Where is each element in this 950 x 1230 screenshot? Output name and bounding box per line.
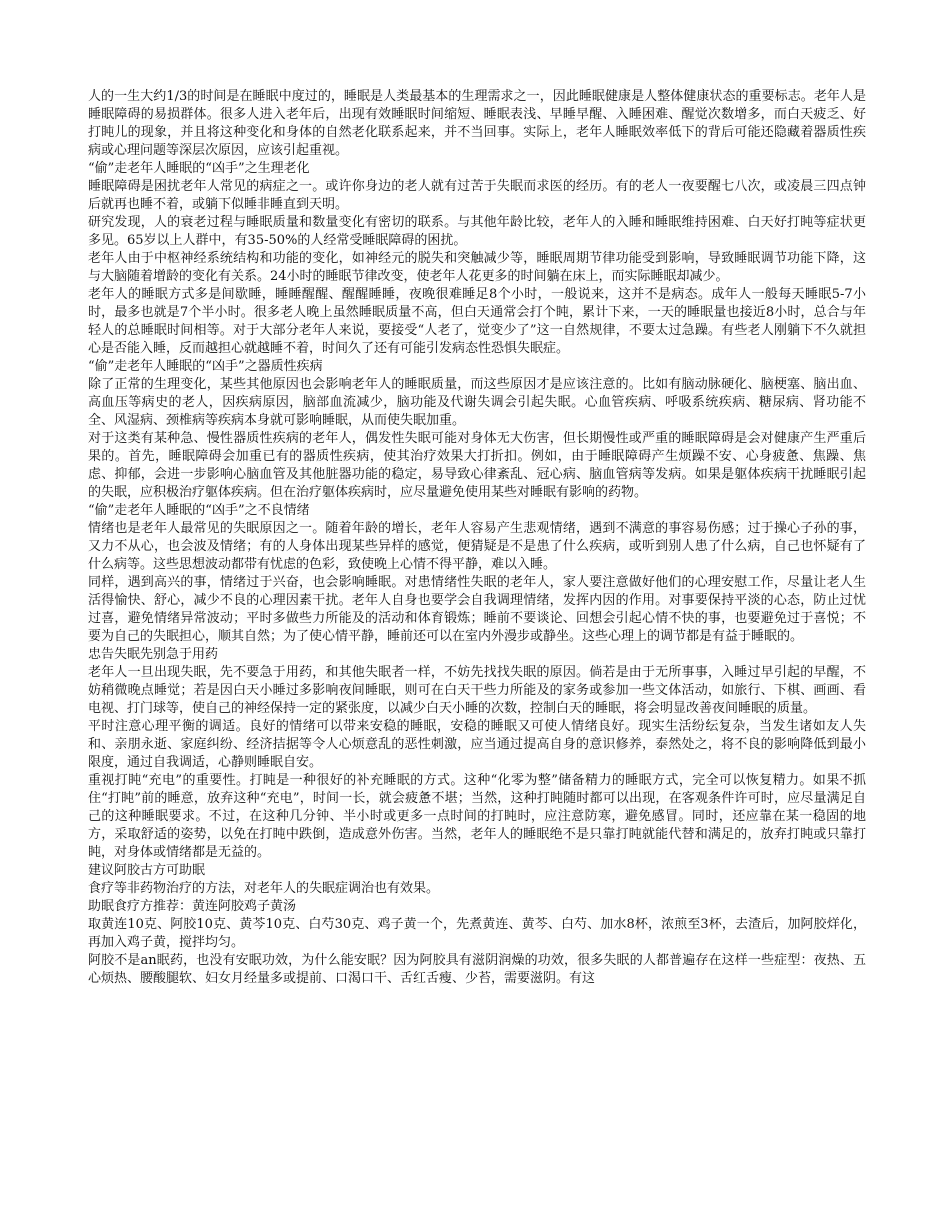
paragraph: 睡眠障碍是困扰老年人常见的病症之一。或许你身边的老人就有过苦于失眠而求医的经历。有的老人一夜要醒七八次，或凌晨三四点钟后就再也睡不着，或躺下似睡非睡直到天明。 xyxy=(88,179,866,212)
paragraph: 除了正常的生理变化，某些其他原因也会影响老年人的睡眠质量，而这些原因才是应该注意的。比如有脑动脉硬化、脑梗塞、脑出血、高血压等病史的老人，因疾病原因，脑部血流减少，脑功能及代谢失调会引起失眠。心血管疾病、呼吸系统疾病、糖尿病、肾功能不全、风湿病、颈椎病等疾病本身就可影响睡眠，从而使失眠加重。 xyxy=(88,377,866,428)
paragraph: 平时注意心理平衡的调适。良好的情绪可以带来安稳的睡眠，安稳的睡眠又可使人情绪良好。现实生活纷纭复杂，当发生诸如友人失和、亲朋永逝、家庭纠纷、经济拮据等令人心烦意乱的恶性刺激，应当通过提高自身的意识修养，泰然处之，将不良的影响降低到最小限度，通过自我调适，心静则睡眠自安。 xyxy=(88,719,866,770)
section-heading-no-rush-medication: 忠告失眠先别急于用药 xyxy=(88,647,219,662)
paragraph: 同样，遇到高兴的事，情绪过于兴奋，也会影响睡眠。对患情绪性失眠的老年人，家人要注意做好他们的心理安慰工作，尽量让老人生活得愉快、舒心，减少不良的心理因素干扰。老年人自身也要学会自我调理情绪，发挥内因的作用。对事要保持平淡的心态，防止过忧过喜，避免情绪异常波动；平时多做些力所能及的活动和体育锻炼；睡前不要谈论、回想会引起心情不快的事，也要避免过于喜悦；不要为自己的失眠担心，顺其自然；为了使心情平静，睡前还可以在室内外漫步或静坐。这些心理上的调节都是有益于睡眠的。 xyxy=(88,575,866,644)
section-heading-organic-disease: “偷”走老年人睡眠的“凶手”之器质性疾病 xyxy=(88,359,323,374)
section-heading-ejiao-prescription: 建议阿胶古方可助眠 xyxy=(88,863,206,878)
paragraph: 重视打盹“充电”的重要性。打盹是一种很好的补充睡眠的方式。这种“化零为整”储备精力的睡眠方式，完全可以恢复精力。如果不抓住“打盹”前的睡意，放弃这种“充电”，时间一长，就会疲惫不堪；当然，这种打盹随时都可以出现，在客观条件许可时，应尽量满足自己的这种睡眠要求。不过，在这种几分钟、半小时或更多一点时间的打盹时，应注意防寒，避免感冒。同时，还应靠在某一稳固的地方，采取舒适的姿势，以免在打盹中跌倒，造成意外伤害。当然，老年人的睡眠绝不是只靠打盹就能代替和满足的，放弃打盹或只靠打盹，对身体或情绪都是无益的。 xyxy=(88,773,866,860)
section-heading-bad-mood: “偷”走老年人睡眠的“凶手”之不良情绪 xyxy=(88,503,310,518)
paragraph: 取黄连10克、阿胶10克、黄芩10克、白芍30克、鸡子黄一个，先煮黄连、黄芩、白芍、加水8杯，浓煎至3杯，去渣后，加阿胶烊化，再加入鸡子黄，搅拌均匀。 xyxy=(88,917,866,950)
paragraph: 情绪也是老年人最常见的失眠原因之一。随着年龄的增长，老年人容易产生悲观情绪，遇到不满意的事容易伤感；过于操心子孙的事，又力不从心，也会波及情绪；有的人身体出现某些异样的感觉，便猜疑是不是患了什么疾病，或听到别人患了什么病，自己也怀疑有了什么病等。这些思想波动都带有忧虑的色彩，致使晚上心情不得平静，难以入睡。 xyxy=(88,521,866,572)
paragraph: 食疗等非药物治疗的方法，对老年人的失眠症调治也有效果。 xyxy=(88,881,440,896)
article-body xyxy=(88,88,866,988)
paragraph: 老年人的睡眠方式多是间歇睡，睡睡醒醒、醒醒睡睡，夜晚很难睡足8个小时，一般说来，这并不是病态。成年人一般每天睡眠5-7小时，最多也就是7个半小时。很多老人晚上虽然睡眠质量不高，但白天通常会打个盹，累计下来，一天的睡眠量也接近8小时，总合与年轻人的总睡眠时间相等。对于大部分老年人来说，要接受“人老了，觉变少了”这一自然规律，不要太过急躁。有些老人刚躺下不久就担心是否能入睡，反而越担心就越睡不着，时间久了还有可能引发病态性恐惧失眠症。 xyxy=(88,287,866,356)
paragraph: 研究发现，人的衰老过程与睡眠质量和数量变化有密切的联系。与其他年龄比较，老年人的入睡和睡眠维持困难、白天好打盹等症状更多见。65岁以上人群中，有35-50%的人经常受睡眠障碍的困扰。 xyxy=(88,215,866,248)
paragraph-intro: 人的一生大约1/3的时间是在睡眠中度过的，睡眠是人类最基本的生理需求之一，因此睡眠健康是人整体健康状态的重要标志。老年人是睡眠障碍的易损群体。很多人进入老年后，出现有效睡眠时间缩短、睡眠表浅、早睡早醒、入睡困难、醒觉次数增多，而白天疲乏、好打盹儿的现象，并且将这种变化和身体的自然老化联系起来，并不当回事。实际上，老年人睡眠效率低下的背后可能还隐藏着器质性疾病或心理问题等深层次原因，应该引起重视。 xyxy=(88,89,866,158)
section-heading-physiological-aging: “偷”走老年人睡眠的“凶手”之生理老化 xyxy=(88,161,310,176)
section-heading-diet-recipe: 助眠食疗方推荐：黄连阿胶鸡子黄汤 xyxy=(88,899,297,914)
paragraph: 阿胶不是an眠药，也没有安眠功效，为什么能安眠？因为阿胶具有滋阴润燥的功效，很多失眠的人都普遍存在这样一些症型：夜热、五心烦热、腰酸腿软、妇女月经量多或提前、口渴口干、舌红舌瘦、少苔，需要滋阴。有这 xyxy=(88,953,866,986)
paragraph: 老年人由于中枢神经系统结构和功能的变化，如神经元的脱失和突触减少等，睡眠周期节律功能受到影响，导致睡眠调节功能下降，这与大脑随着增龄的变化有关系。24小时的睡眠节律改变，使老年人花更多的时间躺在床上，而实际睡眠却减少。 xyxy=(88,251,866,284)
paragraph: 老年人一旦出现失眠，先不要急于用药，和其他失眠者一样，不妨先找找失眠的原因。倘若是由于无所事事，入睡过早引起的早醒，不妨稍微晚点睡觉；若是因白天小睡过多影响夜间睡眠，则可在白天干些力所能及的家务或参加一些文体活动，如旅行、下棋、画画、看电视、打门球等，使自己的神经保持一定的紧张度，以减少白天小睡的次数，控制白天的睡眠，将会明显改善夜间睡眠的质量。 xyxy=(88,665,866,716)
paragraph: 对于这类有某种急、慢性器质性疾病的老年人，偶发性失眠可能对身体无大伤害，但长期慢性或严重的睡眠障碍是会对健康产生严重后果的。首先，睡眠障碍会加重已有的器质性疾病，使其治疗效果大打折扣。例如，由于睡眠障碍产生烦躁不安、心身疲惫、焦躁、焦虑、抑郁，会进一步影响心脑血管及其他脏器功能的稳定，易导致心律紊乱、冠心病、脑血管病等发病。如果是躯体疾病干扰睡眠引起的失眠，应积极治疗躯体疾病。但在治疗躯体疾病时，应尽量避免使用某些对睡眠有影响的药物。 xyxy=(88,431,866,500)
